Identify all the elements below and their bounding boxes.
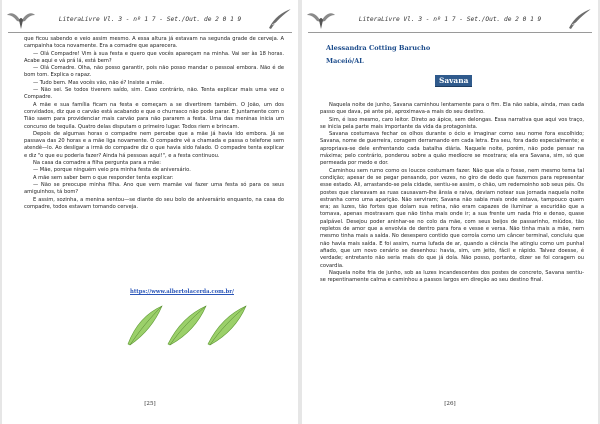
page-number: [26] <box>444 401 456 407</box>
paragraph: — Olá Comadre. Olha, não posso garantir, pois não posso mandar o pessoal embora. Não é de bom tom. Explica o rapaz. <box>24 65 284 79</box>
left-page-body <box>24 36 284 211</box>
paragraph: Sim, é isso mesmo, caro leitor. Direto ao ápice, sem delongas. Essa narrativa que aqui vos traço, se inicia pela parte mais importante da vida da protagonista. <box>320 116 584 130</box>
header-rule <box>8 32 292 33</box>
paragraph: A mãe e sua família ficam na festa e começam a se divertirem também. O João, um dos convidados, diz que o carvão está acabando e que o churrasco não pode parar. E juntamente com o Tião saem para providenciar mais carvão para não pararem a festa. Uma das meninas inicia um concurso de tequila. Quatro delas disputam o primeiro lugar. Todos riem e brincam. <box>24 101 284 130</box>
paragraph: Naquela noite fria de junho, sob as luzes incandescentes dos postes de concreto, Savana sentiu-se repentinamente calma e caminhou a passos largos em direção ao seu destino final. <box>320 269 584 284</box>
website-link[interactable]: https://www.albertolacerda.com.br/ <box>130 289 234 295</box>
paragraph: — Não se preocupe minha filha. Ano que vem mamãe vai fazer uma festa só para os seus amiguinhos, tá bom? <box>24 181 284 196</box>
paragraph: — Tudo bem. Mas vocês vão, não é? Insiste a mãe. <box>33 79 164 86</box>
page-header <box>6 6 294 32</box>
green-feathers-icon <box>120 298 290 348</box>
winged-quill-logo-icon <box>6 8 36 30</box>
paragraph: — Olá Compadre! Vim à sua festa e quero que vocês apareçam na minha. Vai ser às 18 horas. Acabe aqui e vá prá lá, está bem? <box>24 50 284 64</box>
paragraph: Depois de algumas horas o compadre nem percebe que a mãe já havia ido embora. Já se passava das 20 horas e a mãe liga novamente. O compadre vê a chamada e passa o telefone sem atendê—lo. Ao desligar a irmã do compadre diz o que havia sido falado. O compadre tenta explicar e diz "o que eu poderia fazer? Ainda há pessoas aqui!", e a festa continuou. <box>24 130 284 159</box>
paragraph: — Mãe, porque ninguém veio pra minha festa de aniversário. <box>33 167 191 174</box>
running-title: LiteraLivre Vl. 3 - nº 1 7 - Set./Out. de 2 0 1 9 <box>358 15 542 23</box>
right-page-body <box>320 102 584 284</box>
right-page <box>302 0 598 424</box>
feather-quill-icon <box>264 8 294 30</box>
running-title: LiteraLivre Vl. 3 - nº 1 7 - Set./Out. de 2 0 1 9 <box>58 15 242 23</box>
feather-quill-icon <box>564 8 594 30</box>
paragraph: Na casa da comadre a filha pergunta para a mãe: <box>33 160 161 167</box>
left-page <box>2 0 298 424</box>
author-name: Alessandra Cotting Barucho <box>326 44 431 52</box>
paragraph: — Não sei. Se todos tiverem saído, sim. Caso contrário, não. Tenta explicar mais uma vez o Compadre. <box>24 87 284 101</box>
paragraph: A mãe sem saber bem o que responder tenta explicar: <box>33 174 174 181</box>
page-header <box>306 6 594 32</box>
story-title: Savana <box>435 75 472 87</box>
paragraph: Caminhou sem rumo como os loucos costumam fazer. Não que ela o fosse, nem mesmo tema tal condição; apesar de se pegar pensando, por vezes, no giro de dedo que fazemos para representar esse estado. Ali, arrastando-se pela cidade, sentiu-se assim, o chão, um redemoinho sob seus pés. Os postes que clareavam as ruas causavam-lhe ânsia e raiva, deviam notear sua jornada naquela noite estranha como uma aparição. Não serviram; Savana não sabia mais onde estava, tampouco quem era; as luzes, tão fortes que doíam sua retina, não eram capazes de iluminar a escuridão que a tomava, apenas mostravam que não tinha mais onde ir; a sua frente um nada frio e denso, quase palpável. Desejou poder aninhar-se no colo da mãe, com seus beijos de passarinho, miúdos, tão repletos de amor que a envolvia de dentro para fora e vesse e versa. Não tinha mais a mãe, nem mesmo tinha mais a saída. No desespero contido que corroía como um câncer terminal, concluiu que não havia mais saída. E foi assim, numa lufada de ar, quando a ciência lhe atingiu como um punhal afiado, que um novo cenário se desenhou: havia, sim, um jeito, fácil e rápido. Talvez doesse, é verdade; entretanto não seria mais do que já doía. Não posso, portanto, dizer se foi coragem ou covardia. <box>320 167 584 269</box>
page-number: [25] <box>144 401 156 407</box>
paragraph: E assim, sozinha, a menina sentou—se diante do seu bolo de aniversário enquanto, na casa do compadre, todos estavam tomando cerveja. <box>24 196 284 210</box>
paragraph: Naquela noite de junho, Savana caminhou lentamente para o fim. Ela não sabia, ainda, mas cada passo que dava, pé ante pé, aproximava-a mais do seu destino. <box>320 102 584 116</box>
paragraph: que ficou sabendo e veio assim mesmo. A essa altura já estavam na segunda grade de cerveja. A campainha toca novamente. Era a comadre que aparecera. <box>24 36 284 50</box>
winged-quill-logo-icon <box>306 8 336 30</box>
header-rule <box>308 32 592 33</box>
author-location: Maceió/AL <box>326 57 364 65</box>
paragraph: Savana costumava fechar os olhos durante o ócio e imaginar como seu nome fora escolhido; Savana, nome de guerreira, coragem derramando em cada letra. Era seu, fora dado especialmente; e apropriava-se dele enfrentando cada batalha diária. Naquele noite, porém, não pode pensar na máxima; pelo contrário, ponderou sobre a quão medíocre se mostrara; ela era Savana, sim, só que permeada por medo e dor. <box>320 131 584 167</box>
